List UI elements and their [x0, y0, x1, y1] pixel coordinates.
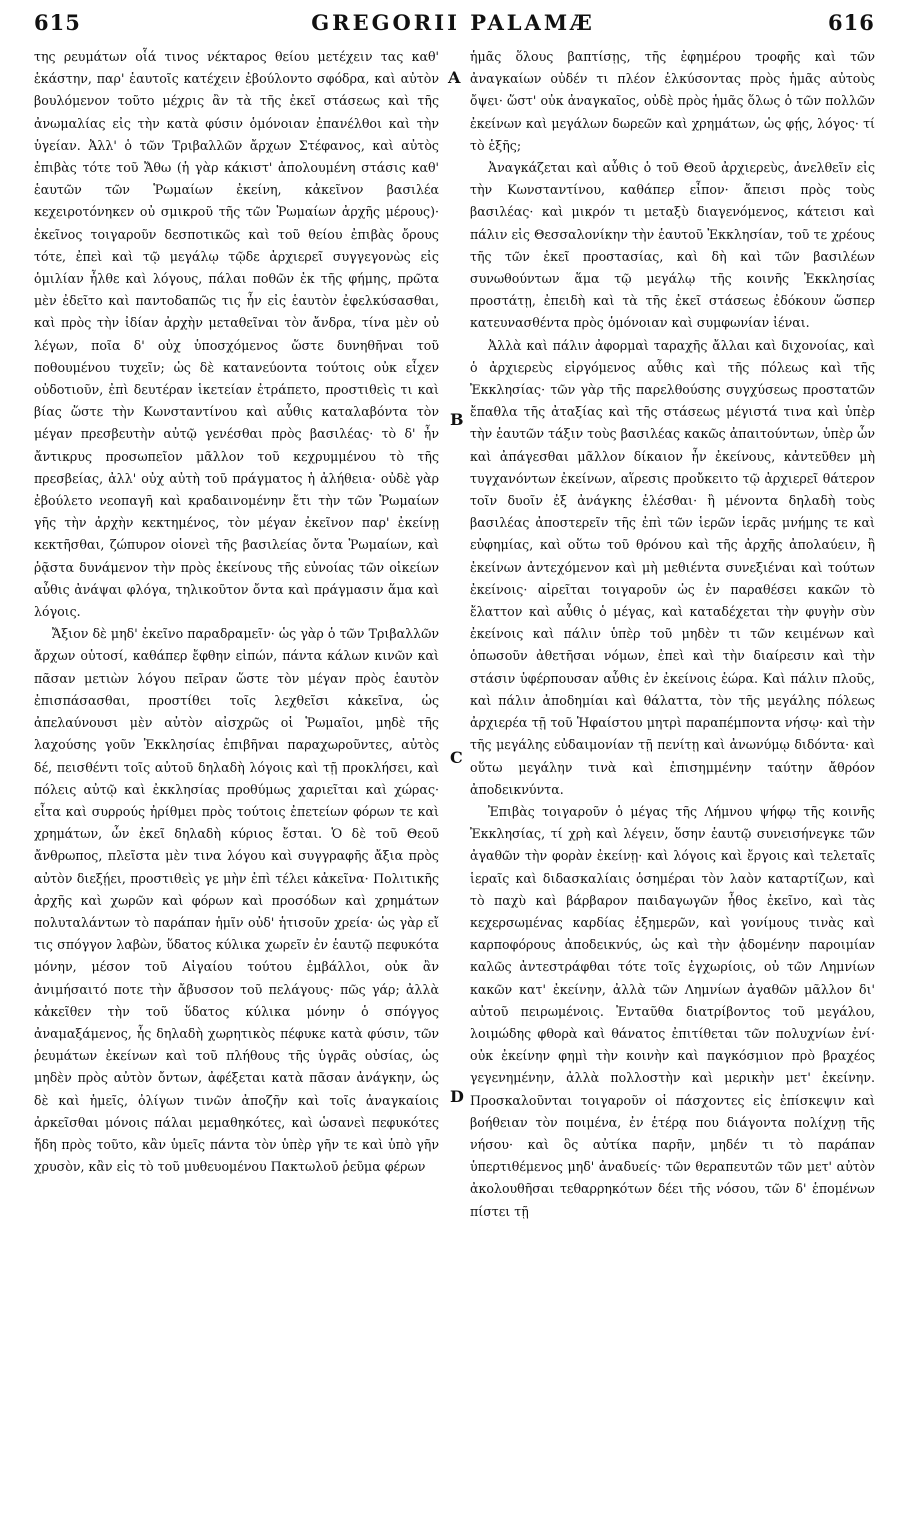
paragraph: Ἐπιβὰς τοιγαροῦν ὁ μέγας τῆς Λήμνου ψήφῳ τῆς κοινῆς Ἐκκλησίας, τί χρὴ καὶ λέγειν, ὅσην ἑαυτῷ συνεισήνεγκε τῶν ἀγαθῶν τὴν φορὰν ἐκείνῃ· καὶ λόγοις καὶ ἔργοις καὶ τελεταῖς ἱεραῖς καὶ διδασκαλίαις ὁσημέραι τὸν λαὸν καταρτίζων, καὶ τὸ παχὺ καὶ βάρβαρον παιδαγωγῶν ἦθος ἐκεῖνο, καὶ τὰς κεχερσωμένας καρδίας ἐξημερῶν, καὶ γονίμους τινὰς καὶ καρποφόρους ἀποδεικνύς, ὡς καὶ τὴν ᾀδομένην παροιμίαν καλῶς ἀντεστράφθαι τότε τοῖς ἐγχωρίοις, οὐ τῶν Λημνίων κακῶν κατ' ἐκείνην, ἀλλὰ τῶν Λημνίων ἀγαθῶν μᾶλλον δι' αὐτοῦ πειρωμένοις. Ἐνταῦθα διατρίβοντος τοῦ μεγάλου, λοιμώδης φθορὰ καὶ θάνατος ἐπιτίθεται τῶν πολυχνίων ἐνί· οὐκ ἐκείνην φημὶ τὴν κοινὴν καὶ παγκόσμιον πρὸ βραχέος γεγενημένην, ἀλλὰ πολλοστὴν καὶ μερικὴν μετ' ἐκείνην. Προσκαλοῦνται τοιγαροῦν οἱ πάσχοντες εἰς ἐπίσκεψιν καὶ βοήθειαν τὸν ποιμένα, ἐν ἑτέρᾳ που διάγοντα πολίχνῃ τῆς νήσου· καὶ ὃς αὐτίκα παρῆν, μηδέν τι τὸ παράπαν ὑπερτιθέμενος μηδ' ἀναδυείς· τῶν θεραπευτῶν τῶν μετ' αὐτὸν ἀκολουθῆσαι τεθαρρηκότων δέει τῆς νόσου, τῶν δ' ἑπομένων πίστει τῇ [470, 803, 875, 1219]
paragraph: Ἄξιον δὲ μηδ' ἐκεῖνο παραδραμεῖν· ὡς γὰρ ὁ τῶν Τριβαλλῶν ἄρχων οὑτοσί, καθάπερ ἔφθην εἰπών, πάντα κάλων κινῶν καὶ πᾶσαν μετιὼν λόγου πεῖραν ὥστε τὸν μέγαν πρὸς ἑαυτὸν ἐπισπάσασθαι, προστίθει τοῖς λεχθεῖσι κἀκεῖνα, ὡς ἀπελαύνουσι μὲν αὐτὸν αἰσχρῶς οἱ Ῥωμαῖοι, μηδὲ τῆς λαχούσης γοῦν Ἐκκλησίας ἐπιβῆναι παραχωροῦντες, αὐτὸς δέ, πεισθέντι τοῖς αὐτοῦ δηλαδὴ λόγοις καὶ τῇ προκλήσει, καὶ πόλεις αὐτῷ καὶ ἐκκλησίας προθύμως χαριεῖται καὶ χώρας· εἶτα καὶ συρρούς ἠρίθμει πρὸς τούτοις ἐπετείων φόρων τε καὶ χρημάτων, ὧν ἐκεῖ δηλαδὴ κύριος ἔσται. Ὁ δὲ τοῦ Θεοῦ ἄνθρωπος, πλεῖστα μὲν τινα λόγου καὶ συγγραφῆς ἄξια πρὸς αὐτὸν διεξῄει, προστιθεὶς γε μὴν ἐπὶ τέλει κἀκεῖνα· Πολιτικῆς ἀρχῆς καὶ χωρῶν καὶ φόρων καὶ προσόδων καὶ χρημάτων πολυταλάντων τὸ παράπαν ἡμῖν οὐδ' ἡτισοῦν χρεία· ὡς γὰρ εἴ τις σπόγγον λαβὼν, ὕδατος κύλικα χωρεῖν ἐν ἑαυτῷ πεφυκότα μόνην, μέσον τοῦ Αἰγαίου τούτου ἐμβάλλοι, οὐκ ἂν ἀνιμήσαιτό ποτε τὴν ἄβυσσον τοῦ πελάγους· πῶς γάρ; ἀλλὰ κἀκεῖθεν τὴν τοῦ ὕδατος κύλικα μόνην ὁ σπόγγος ἀναμαξάμενος, ἧς δηλαδὴ χωρητικὸς πέφυκε κατὰ φύσιν, τῶν ῥευμάτων ἐκείνων καὶ τοῦ πλήθους τῆς ὑγρᾶς οὐσίας, ὡς μηδὲν πρὸς αὐτὸν ὄντων, ἀφέξεται κατὰ πᾶσαν ἀνάγκην, ὡς δὲ καὶ ἡμεῖς, ὀλίγων τινῶν ἀποζῆν καὶ τοῖς ἀναγκαίοις ἀρκεῖσθαι μόνοις πάλαι μεμαθηκότες, καὶ ὡσανεὶ πεφυκότες ἤδη πρὸς τοῦτο, κἂν ὑμεῖς πάντα τὸν ὑπὲρ γῆν τε καὶ ὑπὸ γῆν χρυσὸν, κἂν εἰς τὸ τοῦ μυθευομένου Πακτωλοῦ ῥεῦμα φέρων [34, 626, 439, 1175]
paragraph: Ἀλλὰ καὶ πάλιν ἀφορμαὶ ταραχῆς ἄλλαι καὶ διχονοίας, καὶ ὁ ἀρχιερεὺς εἰργόμενος αὖθις καὶ τῆς πόλεως καὶ τῆς Ἐκκλησίας· τῶν γὰρ τῆς παρελθούσης συγχύσεως προστατῶν ἔπαθλα τῆς ἀταξίας καὶ τῆς στάσεως μέγιστά τινα καὶ ὑπὲρ τὴν ἑαυτῶν τάξιν τοὺς βασιλέας κακῶς ἀπαιτούντων, ὑπὲρ ὧν καὶ ἀπάγεσθαι μᾶλλον δίκαιον ἦν ἐκείνους, κἀντεῦθεν μὴ τυγχανόντων ἐκείνων, αἵρεσις προὔκειτο τῷ ἀρχιερεῖ θάτερον τοῖν δυοῖν ἐξ ἀνάγκης ἑλέσθαι· ἢ μένοντα δηλαδὴ τοὺς βασιλέας ἀποστερεῖν τῆς ἐπὶ τῶν ἱερῶν ἱερᾶς μνήμης τε καὶ εὐφημίας, καὶ οὕτω τοῦ θρόνου καὶ τῆς ἀρχῆς ἀπολαύειν, ἢ ἐκείνων ἀντεχόμενον καὶ μὴ μεθιέντα συνεξιέναι καὶ τούτων ἐκείνοις· αἱρεῖται τοιγαροῦν ὡς ἐν παραθέσει κακῶν τὸ ἔλαττον καὶ αὖθις ὁ μέγας, καὶ καταδέχεται τὴν φυγὴν σὺν ἐκείνοις καὶ πάλιν ὑπὲρ τοῦ μηδὲν τι τῶν κειμένων καὶ ὁπωσοῦν ἀθετῆσαι νόμων, ἐπεὶ καὶ τὴν διαίρεσιν καὶ τὴν στάσιν ὑφέρπουσαν αὖθις ἐν ἐκείνοις ἑώρα. Καὶ πάλιν πλοῦς, καὶ πάλιν ἀποδημίαι καὶ θάλαττα, τὸν τῆς μεγάλης πόλεως ἀρχιερέα τῇ τοῦ Ἡφαίστου μητρὶ παραπέμποντα νήσῳ· καὶ τὴν τῆς μεγάλης εὐδαιμονίαν τῇ πενίτῃ καὶ ἀνωνύμῳ διδόντα· καὶ οὕτω μεγάλην τινὰ καὶ ἐπισημμένην ταύτην ἄθρόον ἀποδεικνύντα. [470, 337, 875, 797]
page-number-right: 616 [828, 10, 875, 35]
paragraph: Ἀναγκάζεται καὶ αὖθις ὁ τοῦ Θεοῦ ἀρχιερεὺς, ἀνελθεῖν εἰς τὴν Κωνσταντίνου, καθάπερ εἶπον· ἄπεισι πρὸς τοὺς βασιλέας· καὶ μικρόν τι μεταξὺ διαγενόμενος, κάτεισι καὶ πάλιν εἰς Θεσσαλονίκην τὴν ἑαυτοῦ Ἐκκλησίαν, τοῦ τε χρέους τῆς τῶν ἐκεῖ προστασίας, καὶ δὴ καὶ τῶν βασιλέων συνωθούντων ἅμα τῷ μεγάλῳ τῆς κοινῆς Ἐκκλησίας προστάτῃ, ἐπειδὴ καὶ τὰ τῆς ἐκεῖ στάσεως ἐδόκουν ὥσπερ κατευνασθέντα πρὸς ὁμόνοιαν καὶ συμφωνίαν ἰέναι. [470, 160, 875, 331]
right-column [470, 46, 875, 1223]
margin-letter-b: B [450, 410, 464, 429]
running-title: GREGORII PALAMÆ [311, 10, 595, 35]
margin-letter-d: D [450, 1087, 464, 1106]
left-column [34, 46, 439, 1178]
paragraph: ἡμᾶς ὅλους βαπτίσῃς, τῆς ἐφημέρου τροφῆς καὶ τῶν ἀναγκαίων οὐδέν τι πλέον ἑλκύσοντας πρὸς ἡμᾶς αὐτοὺς ὄψει· ὥστ' οὐκ ἀναγκαῖος, οὐδὲ πρὸς ἡμᾶς ὅλως ὁ τῶν πολλῶν ἐκείνων καὶ μεγάλων δωρεῶν καὶ χρημάτων, ὡς φῄς, λόγος· τί τὸ ἑξῆς; [470, 49, 875, 153]
margin-letter-a: A [448, 68, 461, 87]
paragraph: της ρευμάτων οἷά τινος νέκταρος θείου μετέχειν τας καθ' ἑκάστην, παρ' ἑαυτοῖς κατέχειν ἐβούλοντο σφόδρα, καὶ αὐτὸν βουλόμενον τοῦτο μέχρις ἂν τὰ τῆς ἐκεῖ στάσεως καὶ τῆς ἀνωμαλίας εἰς τὴν κατὰ φύσιν ὁμόνοιαν ἐπανέλθοι καὶ τὴν ὑγείαν. Ἀλλ' ὁ τῶν Τριβαλλῶν ἄρχων Στέφανος, καὶ αὐτὸς ἐπιβὰς τότε τοῦ Ἄθω (ἡ γὰρ κάκιστ' ἀπολουμένη στάσις καθ' ἑαυτῶν τῶν Ῥωμαίων ἐκείνη, κἀκεῖνον βασιλέα κεχειροτόνηκεν οὐ σμικροῦ τῆς τῶν Ῥωμαίων ἀρχῆς μέρους)· ἐκεῖνος τοιγαροῦν δεσποτικῶς καὶ τοῦ θείου ἐπιβὰς ὄρους τότε, ἐπεὶ καὶ τῷ μεγάλῳ τῷδε ἀρχιερεῖ συγγεγονὼς εἰς ὁμιλίαν ἦλθε καὶ λόγους, πάλαι ποθῶν ἐκ τῆς φήμης, πρῶτα μὲν ἐδεῖτο καὶ παντοδαπῶς τις ἦν εἰς ἑαυτὸν ἐφελκύσασθαι, καὶ πρὸς τὴν ἰδίαν ἀρχὴν μεταθεῖναι τὸν ἄνδρα, τίνα μὲν οὐ λέγων, ποῖα δ' οὐχ ὑποσχόμενος ὥστε δυνηθῆναι τοῦ ποθουμένου τυχεῖν; ὡς δὲ κατανεύοντα τούτοις οὐκ εἶχεν οὐδοτιοῦν, ἐπὶ δευτέραν ἱκετείαν ἐτράπετο, προστιθεὶς τι καὶ βίας ὥστε τὴν Κωνσταντίνου καὶ αὖθις καταλαβόντα τὸν μέγαν πρεσβευτὴν αὐτῷ γενέσθαι πρὸς βασιλέας· τὸ δ' ἦν ἄντικρυς προσωπεῖον μᾶλλον τοῦ κεχρυμμένου τὸ τῆς πρεσβείας, ἀλλ' οὐχ αὐτὴ τοῦ πράγματος ἡ ἀλήθεια· οὐδὲ γὰρ ἐβούλετο νεοπαγῆ καὶ κραδαινομένην ἔτι τὴν τῶν Ῥωμαίων γῆς τὴν ἀρχὴν κεκτημένος, τὸν μέγαν ἐκεῖνον παρ' ἐκείνῃ κεκτῆσθαι, ζώπυρον οἱονεὶ τῆς βασιλείας ὄντα Ῥωμαίων, καὶ ῥᾷστα δυνάμενον τὴν πρὸς ἐκείνους τῆς εὐνοίας τῶν οἰκείων αὖθις ἀνάψαι φλόγα, τηλικοῦτον ὄντα καὶ πράγμασιν ἅμα καὶ λόγοις. [34, 49, 439, 620]
margin-letter-c: C [450, 748, 463, 767]
page-number-left: 615 [34, 10, 81, 35]
